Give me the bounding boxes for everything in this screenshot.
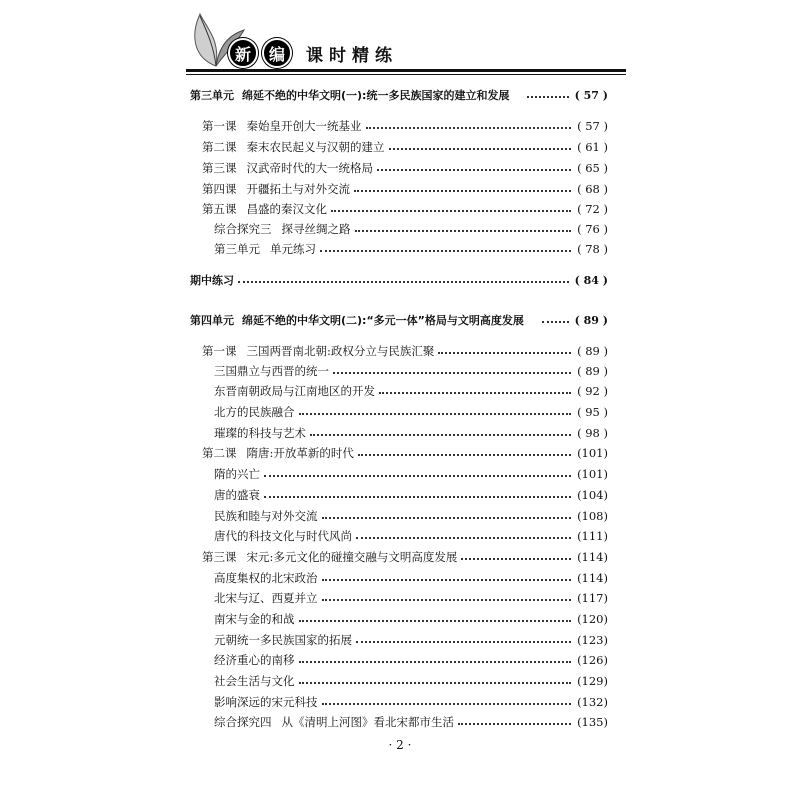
dot-leader <box>264 475 571 477</box>
dot-leader <box>438 352 571 354</box>
dot-leader <box>320 250 571 252</box>
entry-title: 隋的兴亡 <box>214 467 260 481</box>
dot-leader <box>238 281 569 283</box>
toc-entry[interactable] <box>214 507 608 525</box>
entry-label: 第三课 <box>202 161 237 175</box>
toc-entry[interactable] <box>202 180 608 198</box>
toc-entry[interactable] <box>214 220 608 238</box>
dot-leader <box>356 641 571 643</box>
entry-title: 探寻丝绸之路 <box>281 222 351 236</box>
unit-label: 第三单元 <box>190 89 234 102</box>
entry-title: 唐的盛衰 <box>214 488 260 502</box>
entry-label: 第一课 <box>202 344 237 358</box>
entry-label: 第五课 <box>202 202 237 216</box>
entry-page: (111) <box>577 529 608 543</box>
entry-label: 综合探究四 <box>214 715 272 729</box>
entry-page: (108) <box>577 509 608 523</box>
entry-page: ( 57 ) <box>577 119 608 133</box>
dot-leader <box>310 434 571 436</box>
toc-entry[interactable] <box>214 527 608 545</box>
entry-page: (101) <box>577 467 608 481</box>
toc-entry[interactable] <box>202 548 608 566</box>
entry-title: 璀璨的科技与艺术 <box>214 426 306 440</box>
entry-title: 影响深远的宋元科技 <box>214 695 318 709</box>
dot-leader <box>299 682 572 684</box>
dot-leader <box>322 517 572 519</box>
toc-entry[interactable] <box>214 403 608 421</box>
entry-page: (120) <box>577 612 608 626</box>
entry-page: (123) <box>577 633 608 647</box>
toc-entry[interactable] <box>214 424 608 442</box>
entry-title: 元朝统一多民族国家的拓展 <box>214 633 352 647</box>
entry-label: 第三课 <box>202 550 237 564</box>
toc-unit-3[interactable] <box>190 86 608 104</box>
entry-title: 秦始皇开创大一统基业 <box>246 119 362 133</box>
toc-entry[interactable] <box>214 713 608 731</box>
entry-page: (101) <box>577 446 608 460</box>
entry-page: ( 72 ) <box>577 202 608 216</box>
dot-leader <box>377 169 571 171</box>
dot-leader <box>299 413 572 415</box>
entry-page: (126) <box>577 653 608 667</box>
unit-label: 第四单元 <box>190 314 234 327</box>
toc-entry[interactable] <box>214 651 608 669</box>
entry-title: 单元练习 <box>270 242 316 256</box>
toc-entry[interactable] <box>214 465 608 483</box>
toc-entry[interactable] <box>214 693 608 711</box>
entry-title: 隋唐:开放革新的时代 <box>246 446 354 460</box>
entry-title: 昌盛的秦汉文化 <box>246 202 327 216</box>
toc-entry[interactable] <box>214 486 608 504</box>
entry-page: ( 98 ) <box>577 426 608 440</box>
dot-leader <box>354 190 571 192</box>
entry-page: ( 76 ) <box>577 222 608 236</box>
entry-label: 综合探究三 <box>214 222 272 236</box>
unit-page: ( 57 ) <box>574 88 608 102</box>
entry-title: 从《清明上河图》看北宋都市生活 <box>281 715 454 729</box>
entry-page: (104) <box>577 488 608 502</box>
entry-title: 北宋与辽、西夏并立 <box>214 591 318 605</box>
entry-label: 第四课 <box>202 182 237 196</box>
unit-title: 绵延不绝的中华文明(一):统一多民族国家的建立和发展 <box>242 89 510 102</box>
toc-entry[interactable] <box>214 362 608 380</box>
entry-title: 社会生活与文化 <box>214 674 295 688</box>
dot-leader <box>322 579 572 581</box>
entry-title: 南宋与金的和战 <box>214 612 295 626</box>
toc-unit-4[interactable] <box>190 311 608 329</box>
entry-title: 高度集权的北宋政治 <box>214 571 318 585</box>
entry-label: 第二课 <box>202 140 237 154</box>
dot-leader <box>299 620 572 622</box>
entry-title: 开疆拓土与对外交流 <box>246 182 350 196</box>
toc-entry[interactable] <box>202 200 608 218</box>
dot-leader <box>333 372 571 374</box>
entry-page: (135) <box>577 715 608 729</box>
dot-leader <box>322 599 572 601</box>
entry-page: ( 65 ) <box>577 161 608 175</box>
toc-entry[interactable] <box>202 138 608 156</box>
toc-entry[interactable] <box>202 159 608 177</box>
entry-title: 三国两晋南北朝:政权分立与民族汇聚 <box>246 344 435 358</box>
toc-midterm[interactable] <box>190 271 608 289</box>
dot-leader <box>366 127 572 129</box>
entry-title: 经济重心的南移 <box>214 653 295 667</box>
toc-entry[interactable] <box>214 569 608 587</box>
dot-leader <box>542 321 569 323</box>
dot-leader <box>458 723 571 725</box>
entry-title: 三国鼎立与西晋的统一 <box>214 364 329 378</box>
entry-title: 唐代的科技文化与时代风尚 <box>214 529 352 543</box>
entry-label: 第二课 <box>202 446 237 460</box>
entry-page: (117) <box>577 591 608 605</box>
entry-page: (129) <box>577 674 608 688</box>
midterm-label: 期中练习 <box>190 274 234 287</box>
entry-page: ( 89 ) <box>577 364 608 378</box>
entry-label: 第一课 <box>202 119 237 133</box>
entry-title: 民族和睦与对外交流 <box>214 509 318 523</box>
dot-leader <box>264 496 571 498</box>
entry-page: (114) <box>577 550 608 564</box>
entry-page: ( 78 ) <box>577 242 608 256</box>
entry-page: ( 89 ) <box>577 344 608 358</box>
midterm-page: ( 84 ) <box>574 273 608 287</box>
dot-leader <box>331 210 571 212</box>
toc-entry[interactable] <box>202 342 608 360</box>
toc-entry[interactable] <box>214 631 608 649</box>
entry-page: (132) <box>577 695 608 709</box>
toc-entry[interactable] <box>214 240 608 258</box>
dot-leader <box>379 392 571 394</box>
toc-entry[interactable] <box>202 444 608 462</box>
toc-entry[interactable] <box>214 382 608 400</box>
dot-leader <box>355 230 572 232</box>
entry-page: (114) <box>577 571 608 585</box>
header-badge-2: 编 <box>262 38 292 68</box>
dot-leader <box>356 537 571 539</box>
entry-page: ( 95 ) <box>577 405 608 419</box>
header-subtitle: 课时精练 <box>306 45 398 66</box>
entry-page: ( 68 ) <box>577 182 608 196</box>
header-badge-1: 新 <box>228 38 258 68</box>
toc-entry[interactable] <box>214 672 608 690</box>
dot-leader <box>358 454 571 456</box>
entry-title: 东晋南朝政局与江南地区的开发 <box>214 384 375 398</box>
entry-title: 北方的民族融合 <box>214 405 295 419</box>
dot-leader <box>461 558 571 560</box>
unit-title: 绵延不绝的中华文明(二):“多元一体”格局与文明高度发展 <box>242 314 524 327</box>
entry-page: ( 92 ) <box>577 384 608 398</box>
dot-leader <box>527 96 568 98</box>
toc-entry[interactable] <box>214 589 608 607</box>
dot-leader <box>389 148 572 150</box>
entry-title: 秦末农民起义与汉朝的建立 <box>246 140 385 154</box>
entry-title: 宋元:多元文化的碰撞交融与文明高度发展 <box>246 550 458 564</box>
page-number: · 2 · <box>388 738 412 752</box>
entry-title: 汉武帝时代的大一统格局 <box>246 161 373 175</box>
toc-entry[interactable] <box>214 610 608 628</box>
entry-page: ( 61 ) <box>577 140 608 154</box>
entry-label: 第三单元 <box>214 242 260 256</box>
toc-entry[interactable] <box>202 117 608 135</box>
unit-page: ( 89 ) <box>574 313 608 327</box>
dot-leader <box>299 661 572 663</box>
dot-leader <box>322 703 572 705</box>
